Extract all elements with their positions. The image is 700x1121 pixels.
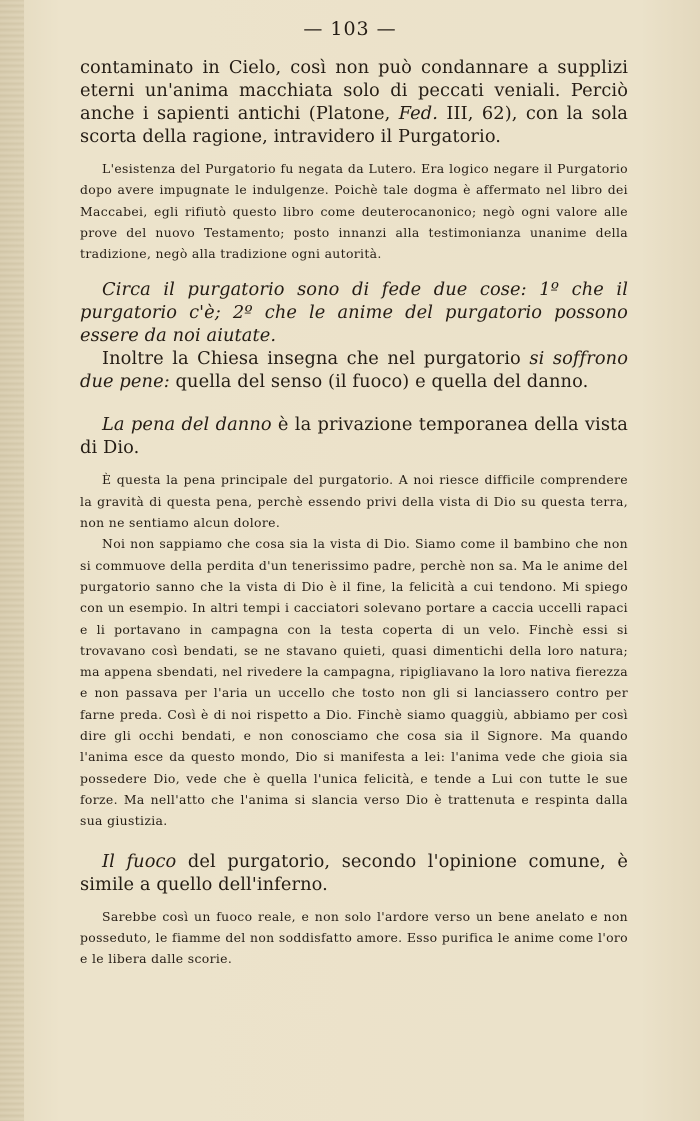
paragraph-pena-principale: È questa la pena principale del purgatorio. A noi riesce difficile comprendere la gravità di questa pena, perchè essendo privi della vista di Dio su questa terra, non ne sentiamo alcun dolore. [80, 472, 628, 531]
italic-run: Fed. [398, 103, 439, 124]
page-body [80, 56, 628, 969]
text-run: è la privazione temporanea della vista di Dio. [80, 414, 628, 459]
italic-run: si soffrono due pene: [80, 348, 629, 393]
page-number: — 103 — [303, 18, 397, 40]
paragraph-esempio: Noi non sappiamo che cosa sia la vista di Dio. Siamo come il bambino che non si commuove della perdita d'un tenerissimo padre, perchè non sa. Ma le anime del purgatorio sanno che la vista di Dio è il fine, la felicità a cui tendono. Mi spiego con un esempio. In altri tempi i cacciatori solevano portare a caccia uccelli rapaci e li portavano in campagna con la testa coperta di un velo. Finchè essi si trovavano così bendati, se ne stavano quieti, quasi dimentichi della loro natura; ma appena sbendati, nel rivedere la campagna, ripigliavano la loro nativa fierezza e non passava per l'aria un uccello che tosto non gli si lanciassero contro per farne preda. Così è di noi rispetto a Dio. Finchè siamo quaggiù, abbiamo per così dire gli occhi bendati, e non conosciamo che cosa sia il Signore. Ma quando l'anima esce da questo mondo, Dio si manifesta a lei: l'anima vede che gioia sia possedere Dio, vede che è quella l'unica felicità, e tende a Lui con tutte le sue forze. Ma nell'atto che l'anima si slancia verso Dio è trattenuta e respinta dalla sua giustizia. [80, 536, 628, 829]
text-run: del purgatorio, secondo l'opinione comune, è simile a quello dell'inferno. [80, 850, 628, 895]
paragraph-fuoco-reale: Sarebbe così un fuoco reale, e non solo l'ardore verso un bene anelato e non posseduto, le fiamme del non soddisfatto amore. Esso purifica le anime come l'oro e le libera dalle scorie. [80, 908, 628, 967]
paragraph-platone [80, 56, 628, 148]
heading-pena-del-danno [80, 413, 628, 459]
paragraph-lutero: L'esistenza del Purgatorio fu negata da Lutero. Era logico negare il Purgatorio dopo avere impugnate le indulgenze. Poichè tale dogma è affermato nel libro dei Maccabei, egli rifiutò questo libro come deuterocanonico; negò ogni valore alle prove del nuovo Testamento; posto innanzi alla testimonianza unanime della tradizione, negò alla tradizione ogni autorità. [80, 161, 628, 262]
italic-run: Il fuoco [102, 850, 177, 872]
text-run: quella del senso (il fuoco) e quella del danno. [169, 371, 589, 393]
text-run: Inoltre la Chiesa insegna che nel purgatorio [102, 348, 530, 370]
italic-run: Circa il purgatorio sono di fede due cose: 1º che il purgatorio c'è; 2º che le anime del purgatorio possono essere da noi aiutate. [80, 279, 628, 347]
text-run: III, 62), con la sola scorta della ragione, intravidero il Purgatorio. [80, 103, 628, 147]
paragraph-dogma [80, 278, 628, 347]
paragraph-due-pene [80, 347, 628, 393]
italic-run: La pena del danno [102, 414, 272, 436]
page-binding-edge [0, 0, 24, 1121]
text-run: contaminato in Cielo, così non può condannare a supplizi eterni un'anima macchiata solo di peccati veniali. Perciò anche i sapienti antichi (Platone, [80, 57, 628, 124]
heading-il-fuoco [80, 850, 628, 896]
